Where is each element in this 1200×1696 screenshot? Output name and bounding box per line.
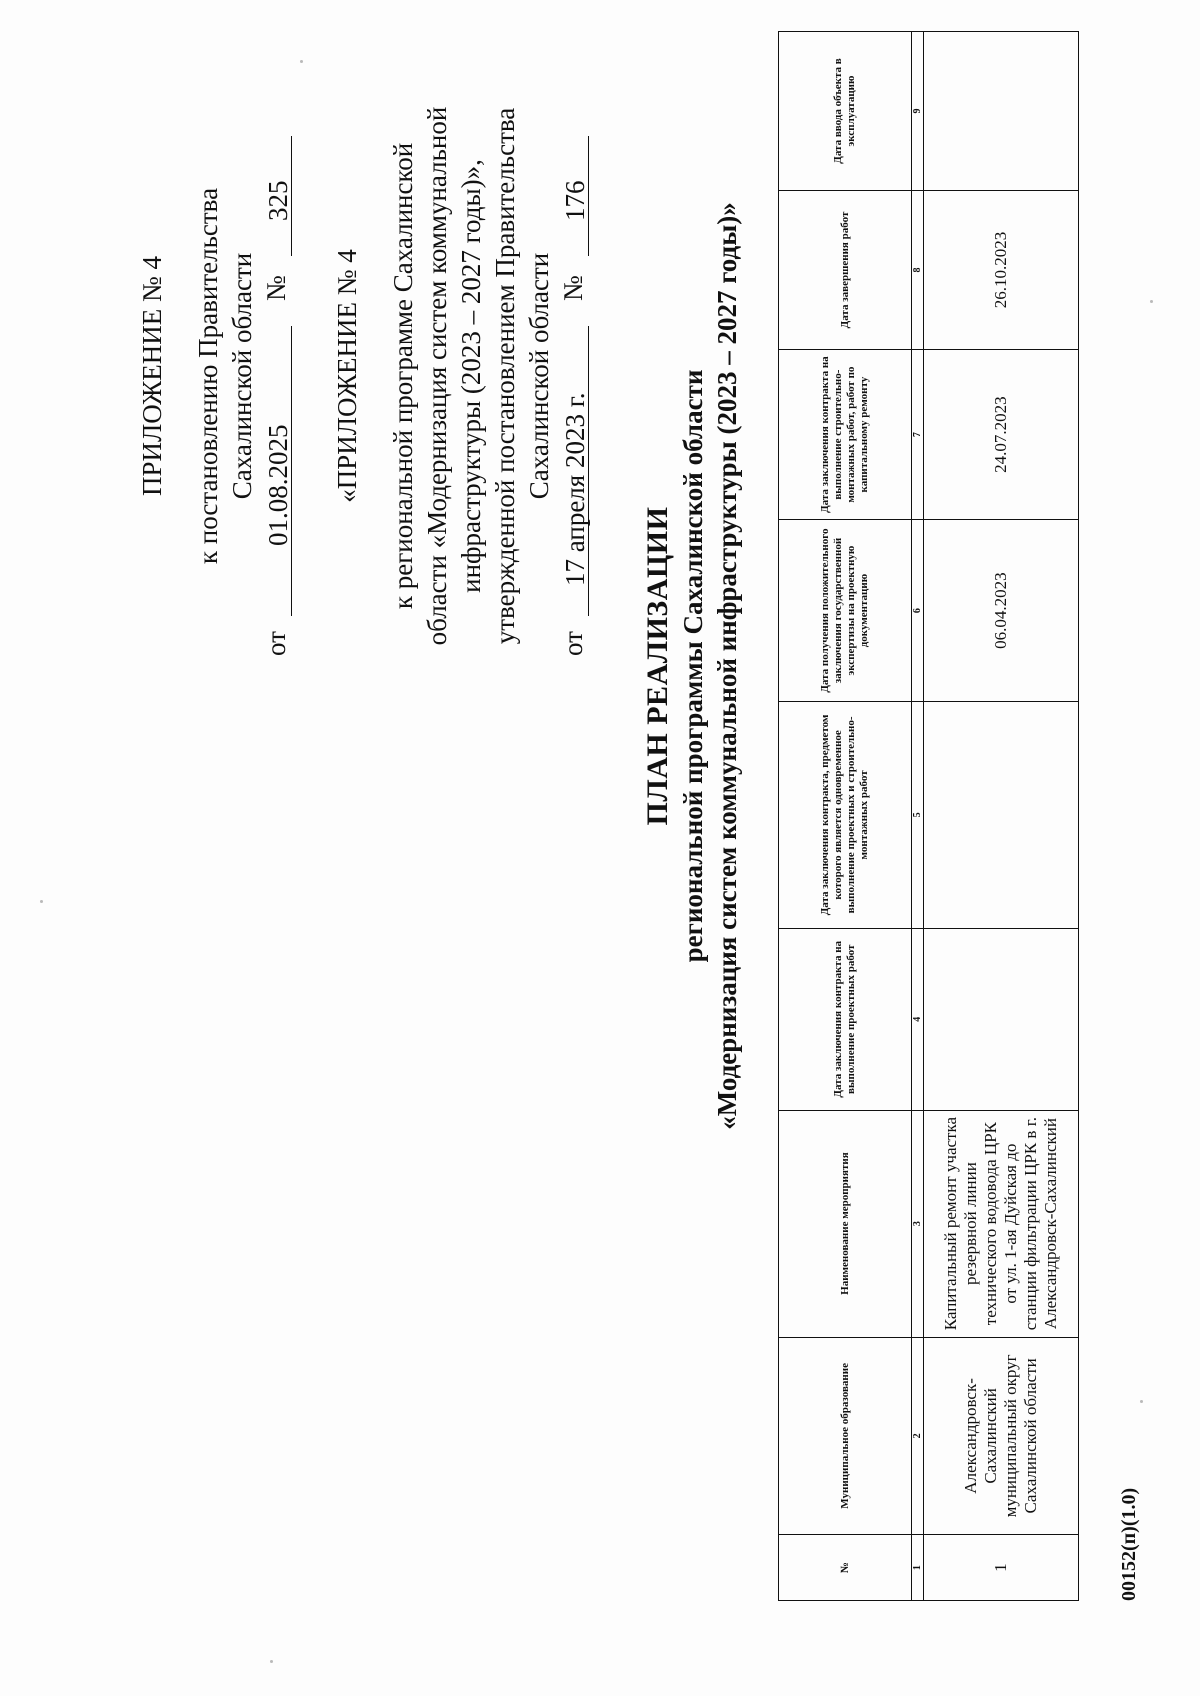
- plan-title: [640, 16, 744, 1316]
- header-construction-contract: Дата заключения контракта на выполнение строительно-монтажных работ, работ по капитальному ремонту: [779, 349, 912, 519]
- inner-appendix-date: 17 апреля 2023 г.: [560, 392, 590, 586]
- plan-title-line1: ПЛАН РЕАЛИЗАЦИИ: [641, 506, 674, 826]
- inner-appendix-line3: инфраструктуры (2023 – 2027 годы)»,: [456, 159, 486, 593]
- row-event: Капитальный ремонт участка резервной линии технического водовода ЦРК от ул. 1-ая Дуйская до станции фильтрации ЦРК в г. Александровск-Сахалинский: [924, 1110, 1079, 1337]
- column-number: 4: [912, 928, 924, 1110]
- header-combined-contract: Дата заключения контракта, предметом которого является одновременное выполнение проектных и строительно-монтажных работ: [779, 701, 912, 928]
- header-no: №: [779, 1535, 912, 1601]
- header-commissioning-date: Дата ввода объекта в эксплуатацию: [779, 32, 912, 191]
- inner-appendix-date-row: [556, 56, 592, 696]
- row-commissioning-date: [924, 32, 1079, 191]
- header-design-contract: Дата заключения контракта на выполнение проектных работ: [779, 928, 912, 1110]
- column-number: 2: [912, 1337, 924, 1535]
- table-row: [924, 32, 1079, 1601]
- row-combined-contract: [924, 701, 1079, 928]
- number-sign: №: [558, 275, 588, 301]
- inner-appendix-block: [330, 56, 592, 696]
- column-number: 5: [912, 701, 924, 928]
- inner-appendix-line1: к региональной программе Сахалинской: [388, 142, 418, 610]
- column-number: 3: [912, 1110, 924, 1337]
- header-municipality: Муниципальное образование: [779, 1337, 912, 1535]
- column-number: 6: [912, 520, 924, 702]
- column-number: 7: [912, 349, 924, 519]
- header-expertise-date: Дата получения положительного заключения государственной экспертизы на проектную документацию: [779, 520, 912, 702]
- inner-appendix-line5: Сахалинской области: [524, 252, 554, 500]
- appendix-to-line2: Сахалинской области: [227, 252, 257, 500]
- column-number: 8: [912, 191, 924, 350]
- appendix-number: 325: [263, 180, 293, 221]
- plan-title-line2: региональной программы Сахалинской области: [678, 369, 708, 963]
- inner-appendix-line4: утвержденной постановлением Правительства: [490, 107, 520, 645]
- row-no: 1: [924, 1535, 1079, 1601]
- row-design-contract: [924, 928, 1079, 1110]
- header-completion-date: Дата завершения работ: [779, 191, 912, 350]
- ot-label: от: [558, 631, 588, 656]
- header-event: Наименование мероприятия: [779, 1110, 912, 1337]
- column-number: 9: [912, 32, 924, 191]
- row-expertise-date: 06.04.2023: [924, 520, 1079, 702]
- row-completion-date: 26.10.2023: [924, 191, 1079, 350]
- inner-appendix-number: 176: [560, 180, 590, 221]
- ot-label: от: [261, 631, 291, 656]
- number-sign: №: [261, 275, 291, 301]
- appendix-date-row: [259, 56, 295, 696]
- column-number: 1: [912, 1535, 924, 1601]
- plan-title-line3: «Модернизация систем коммунальной инфраструктуры (2023 – 2027 годы)»: [712, 202, 742, 1130]
- appendix-title: ПРИЛОЖЕНИЕ № 4: [137, 255, 167, 497]
- appendix-to-line1: к постановлению Правительства: [193, 187, 223, 565]
- row-construction-contract: 24.07.2023: [924, 349, 1079, 519]
- inner-appendix-line2: области «Модернизация систем коммунальной: [422, 106, 452, 646]
- column-number-row: [912, 32, 924, 1601]
- inner-appendix-title: «ПРИЛОЖЕНИЕ № 4: [332, 249, 362, 503]
- table-header-row: [779, 32, 912, 1601]
- row-municipality: Александровск-Сахалинский муниципальный округ Сахалинской области: [924, 1337, 1079, 1535]
- footer-code: 00152(п)(1.0): [1118, 1487, 1140, 1601]
- appendix-date: 01.08.2025: [263, 424, 293, 546]
- appendix-block: [135, 56, 295, 696]
- plan-table: [778, 31, 1079, 1601]
